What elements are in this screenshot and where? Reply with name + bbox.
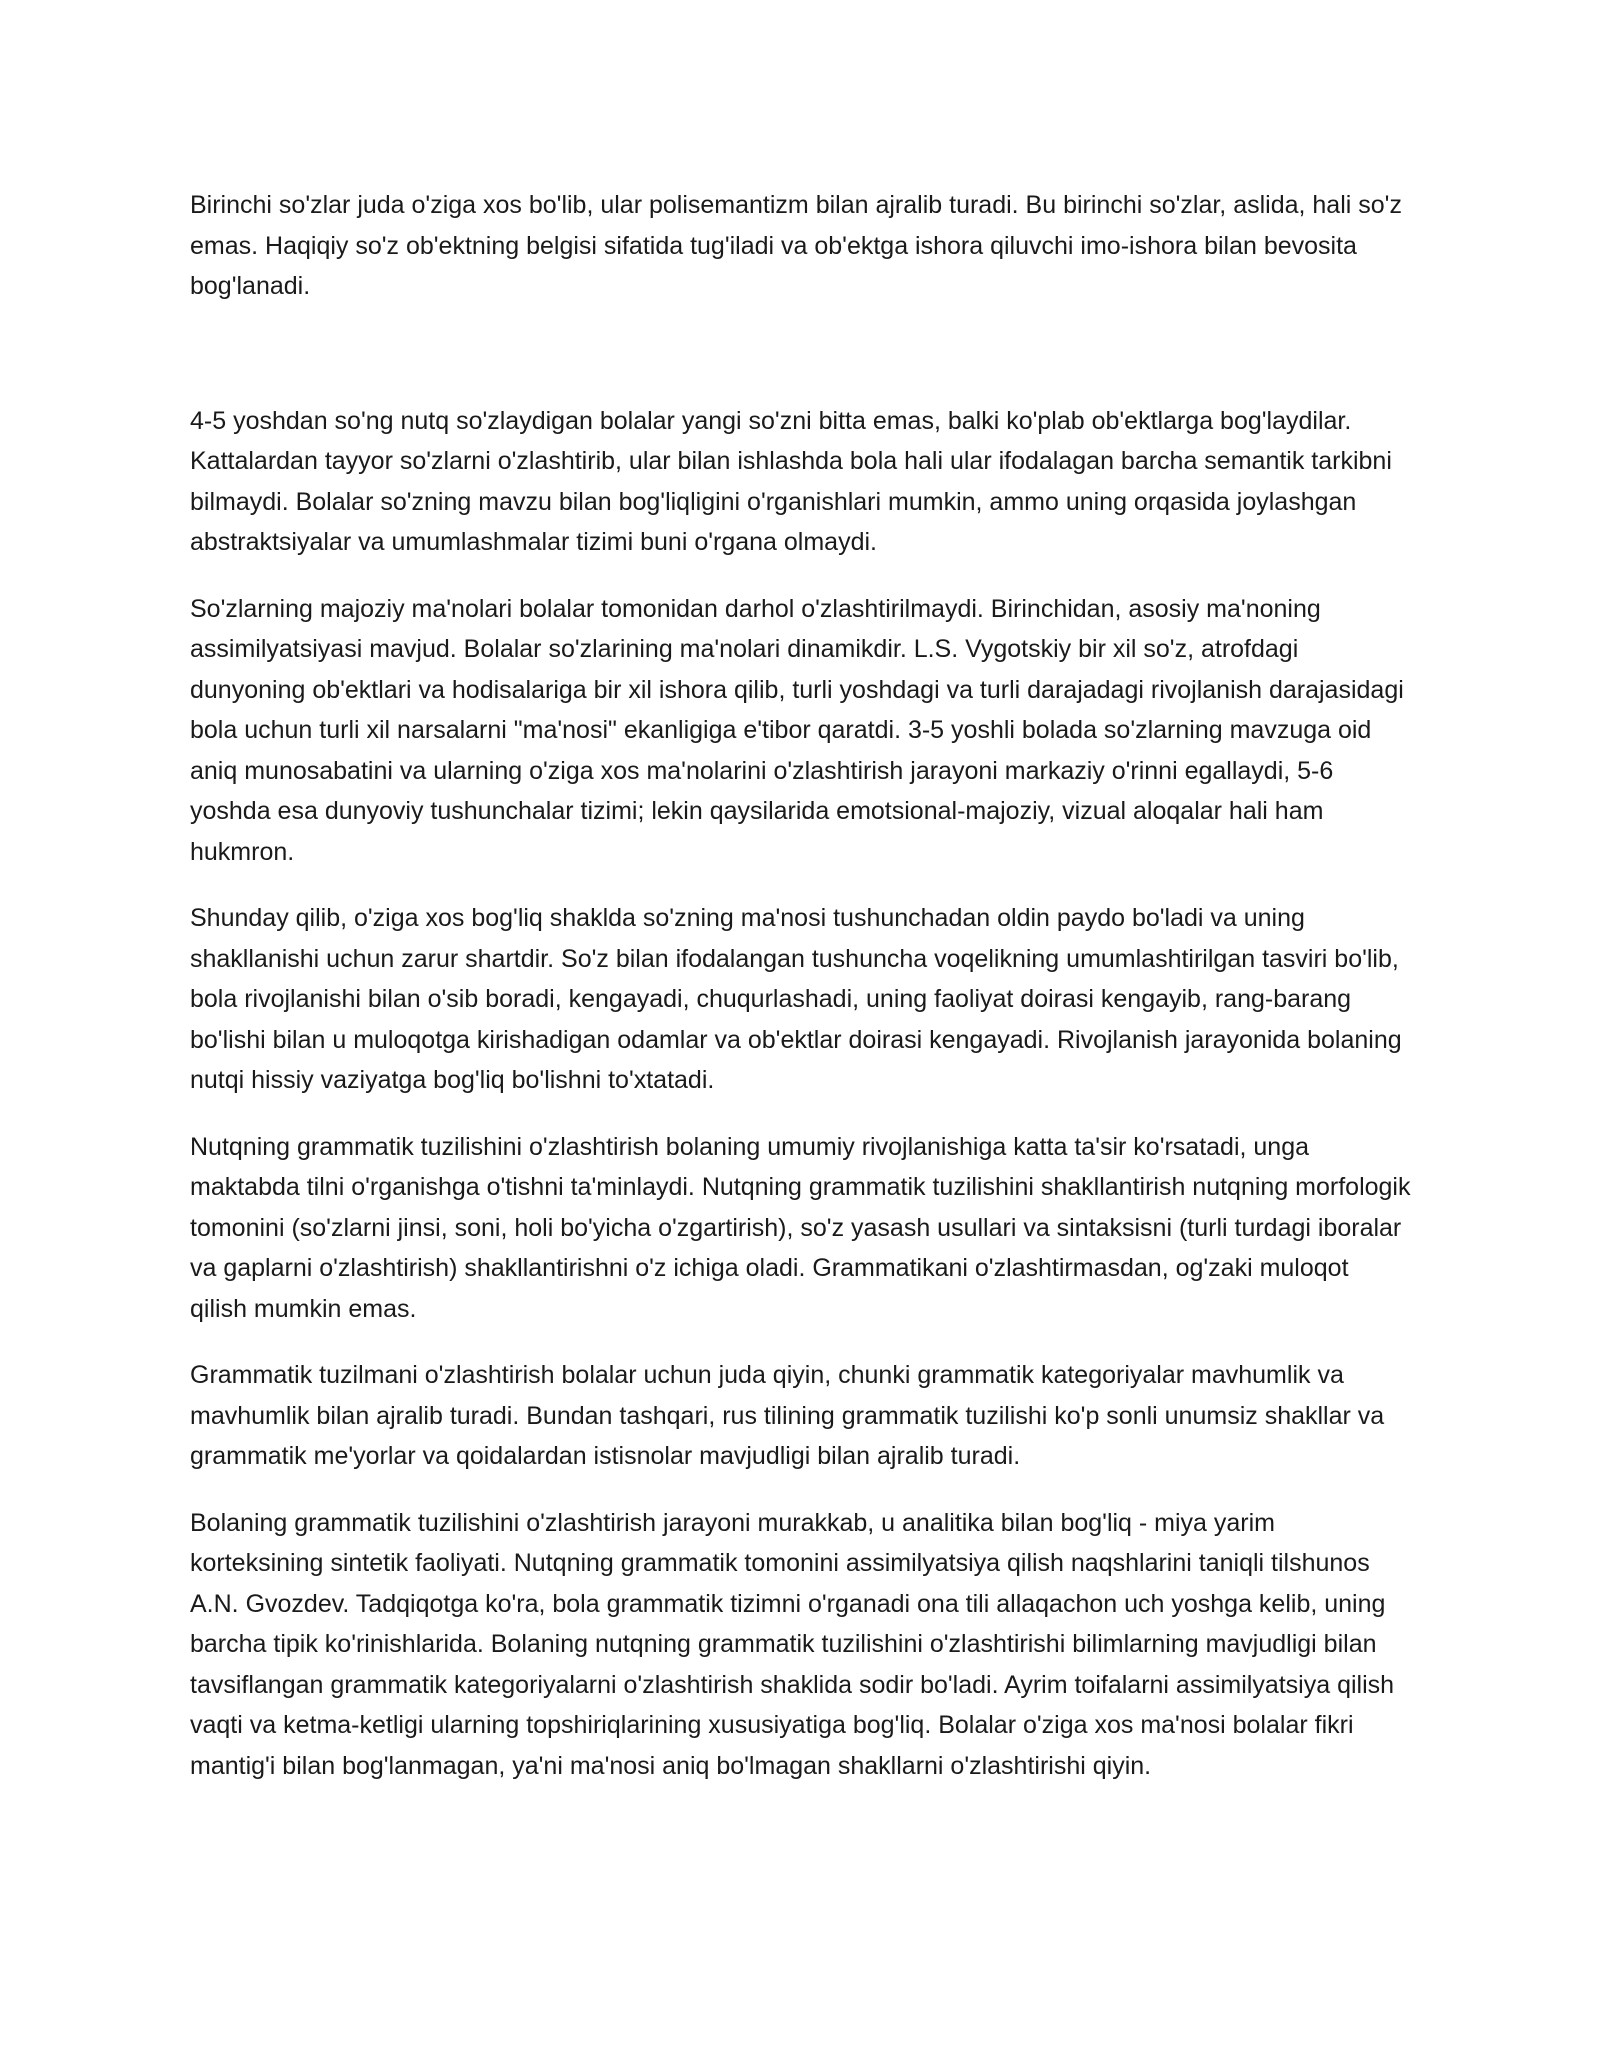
paragraph-7: Bolaning grammatik tuzilishini o'zlashtirish jarayoni murakkab, u analitika bilan bog'liq - miya yarim korteksining sintetik faoliyati. Nutqning grammatik tomonini assimilyatsiya qilish naqshlarini taniqli tilshunos A.N. Gvozdev. Tadqiqotga ko'ra, bola grammatik tizimni o'rganadi ona tili allaqachon uch yoshga kelib, uning barcha tipik ko'rinishlarida. Bolaning nutqning grammatik tuzilishini o'zlashtirishi bilimlarning mavjudligi bilan tavsiflangan grammatik kategoriyalarni o'zlashtirish shaklida sodir bo'ladi. Ayrim toifalarni assimilyatsiya qilish vaqti va ketma-ketligi ularning topshiriqlarining xususiyatiga bog'liq. Bolalar o'ziga xos ma'nosi bolalar fikri mantig'i bilan bog'lanmagan, ya'ni ma'nosi aniq bo'lmagan shakllarni o'zlashtirishi qiyin. [190, 1508, 1395, 1780]
paragraph-6: Grammatik tuzilmani o'zlashtirish bolalar uchun juda qiyin, chunki grammatik kategoriyalar mavhumlik va mavhumlik bilan ajralib turadi. Bundan tashqari, rus tilining grammatik tuzilishi ko'p sonli unumsiz shakllar va grammatik me'yorlar va qoidalardan istisnolar mavjudligi bilan ajralib turadi. [190, 1361, 1385, 1470]
document-page [190, 185, 1412, 1812]
paragraph-4: Shunday qilib, o'ziga xos bog'liq shaklda so'zning ma'nosi tushunchadan oldin paydo bo'ladi va uning shakllanishi uchun zarur shartdir. So'z bilan ifodalangan tushuncha voqelikning umumlashtirilgan tasviri bo'lib, bola rivojlanishi bilan o'sib boradi, kengayadi, chuqurlashadi, uning faoliyat doirasi kengayib, rang-barang bo'lishi bilan u muloqotga kirishadigan odamlar va ob'ektlar doirasi kengayadi. Rivojlanish jarayonida bolaning nutqi hissiy vaziyatga bog'liq bo'lishni to'xtatadi. [190, 904, 1402, 1094]
paragraph-2: 4-5 yoshdan so'ng nutq so'zlaydigan bolalar yangi so'zni bitta emas, balki ko'plab ob'ektlarga bog'laydilar. Kattalardan tayyor so'zlarni o'zlashtirib, ular bilan ishlashda bola hali ular ifodalagan barcha semantik tarkibni bilmaydi. Bolalar so'zning mavzu bilan bog'liqligini o'rganishlari mumkin, ammo uning orqasida joylashgan abstraktsiyalar va umumlashmalar tizimi buni o'rgana olmaydi. [190, 406, 1392, 556]
paragraph-3: So'zlarning majoziy ma'nolari bolalar tomonidan darhol o'zlashtirilmaydi. Birinchidan, asosiy ma'noning assimilyatsiyasi mavjud. Bolalar so'zlarining ma'nolari dinamikdir. L.S. Vygotskiy bir xil so'z, atrofdagi dunyoning ob'ektlari va hodisalariga bir xil ishora qilib, turli yoshdagi va turli darajadagi rivojlanish darajasidagi bola uchun turli xil narsalarni "ma'nosi" ekanligiga e'tibor qaratdi. 3-5 yoshli bolada so'zlarning mavzuga oid aniq munosabatini va ularning o'ziga xos ma'nolarini o'zlashtirish jarayoni markaziy o'rinni egallaydi, 5-6 yoshda esa dunyoviy tushunchalar tizimi; lekin qaysilarida emotsional-majoziy, vizual aloqalar hali ham hukmron. [190, 594, 1404, 866]
paragraph-5: Nutqning grammatik tuzilishini o'zlashtirish bolaning umumiy rivojlanishiga katta ta'sir ko'rsatadi, unga maktabda tilni o'rganishga o'tishni ta'minlaydi. Nutqning grammatik tuzilishini shakllantirish nutqning morfologik tomonini (so'zlarni jinsi, soni, holi bo'yicha o'zgartirish), so'z yasash usullari va sintaksisni (turli turdagi iboralar va gaplarni o'zlashtirish) shakllantirishni o'z ichiga oladi. Grammatikani o'zlashtirmasdan, og'zaki muloqot qilish mumkin emas. [190, 1132, 1411, 1323]
paragraph-1: Birinchi so'zlar juda o'ziga xos bo'lib, ular polisemantizm bilan ajralib turadi. Bu birinchi so'zlar, aslida, hali so'z emas. Haqiqiy so'z ob'ektning belgisi sifatida tug'iladi va ob'ektga ishora qiluvchi imo-ishora bilan bevosita bog'lanadi. [190, 191, 1402, 300]
